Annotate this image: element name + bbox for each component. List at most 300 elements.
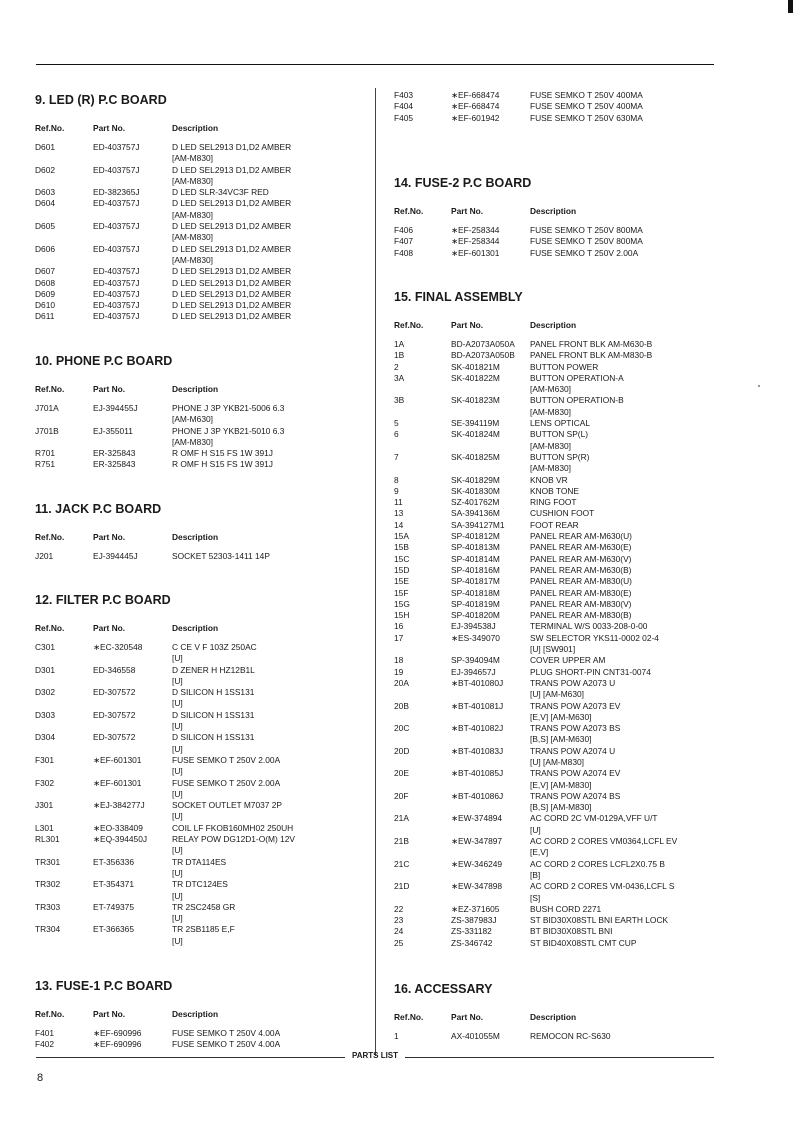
description-note: [AM-M830]: [172, 175, 213, 186]
ref-no: 2: [394, 361, 399, 372]
ref-no: 11: [394, 497, 403, 508]
parts-row: [35, 311, 360, 322]
parts-row: [394, 90, 724, 101]
parts-row: [35, 687, 360, 710]
description: [530, 904, 601, 915]
parts-row: [394, 746, 724, 769]
description-line: D LED SLR-34VC3F RED: [172, 187, 269, 198]
ref-no: D610: [35, 300, 56, 311]
column-headers: [394, 319, 724, 339]
parts-row: [394, 362, 724, 373]
description: [530, 655, 605, 666]
description-note: [U]: [172, 913, 183, 924]
header-part-no: Part No.: [451, 320, 484, 330]
ref-no: 1: [394, 1031, 399, 1041]
description-line: FUSE SEMKO T 250V 2.00A: [172, 777, 281, 788]
part-no: SK-401823M: [451, 395, 500, 406]
parts-row: [394, 588, 724, 599]
description: [172, 459, 273, 470]
parts-row: [35, 426, 360, 449]
description-line: D LED SEL2913 D1,D2 AMBER: [172, 221, 292, 232]
description: [172, 834, 295, 857]
description-line: TRANS POW A2074 U: [530, 745, 616, 756]
description: [530, 362, 598, 373]
description-line: LENS OPTICAL: [530, 418, 591, 429]
description-line: D LED SEL2913 D1,D2 AMBER: [172, 277, 292, 288]
description-line: D LED SEL2913 D1,D2 AMBER: [172, 266, 292, 277]
description-line: FUSE SEMKO T 250V 2.00A: [530, 247, 639, 258]
description-note: [U]: [172, 675, 183, 686]
part-no: BD-A2073A050B: [451, 350, 515, 361]
description-line: PANEL FRONT BLK AM-M830-B: [530, 350, 653, 361]
description-line: TR DTC124ES: [172, 879, 228, 890]
description: [530, 497, 577, 508]
ref-no: F405: [394, 112, 414, 123]
description-line: SOCKET OUTLET M7037 2P: [172, 800, 283, 811]
parts-row: [394, 881, 724, 904]
part-no: ∗ES-349070: [451, 632, 500, 643]
section-title: 10. PHONE P.C BOARD: [35, 354, 173, 368]
description: [530, 475, 568, 486]
description-line: ST BID30X08STL BNI EARTH LOCK: [530, 915, 669, 926]
description: [530, 248, 638, 259]
header-part-no: Part No.: [93, 384, 126, 394]
ref-no: 15G: [394, 598, 410, 609]
ref-no: R751: [35, 459, 56, 470]
parts-row: [394, 655, 724, 666]
part-no: SA-394136M: [451, 508, 500, 519]
description: [172, 710, 254, 733]
description: [172, 187, 269, 198]
parts-row: [394, 452, 724, 475]
description-line: KNOB VR: [530, 474, 568, 485]
parts-row: [35, 187, 360, 198]
ref-no: 16: [394, 621, 404, 632]
section-fuse-2-pc-board: [394, 174, 724, 259]
description-note: [B,S] [AM-M630]: [530, 734, 592, 745]
parts-row: [35, 448, 360, 459]
description: [172, 879, 228, 902]
parts-row: [394, 542, 724, 553]
ref-no: D602: [35, 164, 56, 175]
parts-row: [394, 101, 724, 112]
description-line: PANEL REAR AM-M830(U): [530, 576, 632, 587]
header-part-no: Part No.: [93, 532, 126, 542]
header-description: Description: [172, 623, 219, 633]
ref-no: D603: [35, 187, 56, 198]
description-line: D LED SEL2913 D1,D2 AMBER: [172, 311, 292, 322]
description: [172, 857, 226, 880]
description: [530, 339, 652, 350]
ref-no: RL301: [35, 834, 60, 845]
part-no: ED-403757J: [93, 198, 140, 209]
description: [530, 565, 631, 576]
description: [172, 278, 291, 289]
column-headers: [35, 1008, 360, 1028]
description-line: FUSE SEMKO T 250V 800MA: [530, 225, 643, 235]
description-note: [AM-M830]: [172, 254, 213, 265]
ref-no: 15D: [394, 564, 410, 575]
section-fuse-1-pc-board: [35, 977, 360, 1051]
description-line: D LED SEL2913 D1,D2 AMBER: [172, 243, 292, 254]
description: [530, 599, 631, 610]
description: [530, 926, 612, 937]
description: [530, 588, 631, 599]
part-no: ED-403757J: [93, 266, 140, 277]
description-note: [E,V]: [530, 847, 549, 858]
description-line: TRANS POW A2074 EV: [530, 768, 621, 779]
description-line: KNOB TONE: [530, 485, 580, 496]
description-line: PANEL REAR AM-M830(E): [530, 587, 632, 598]
description: [172, 732, 254, 755]
parts-row: [35, 142, 360, 165]
part-no: EJ-394445J: [93, 551, 138, 561]
part-no: ED-307572: [93, 709, 136, 720]
description: [530, 881, 674, 904]
part-no: ED-403757J: [93, 300, 140, 311]
part-no: SP-401816M: [451, 564, 500, 575]
section-title: 14. FUSE-2 P.C BOARD: [394, 176, 532, 190]
part-no: ∗BT-401086J: [451, 790, 504, 801]
parts-row: [35, 924, 360, 947]
description: [172, 642, 257, 665]
description: [530, 113, 643, 124]
description: [530, 915, 668, 926]
parts-row: [394, 429, 724, 452]
ref-no: 15F: [394, 587, 409, 598]
parts-row: [394, 768, 724, 791]
ref-no: F302: [35, 777, 55, 788]
description: [172, 1028, 280, 1039]
ref-no: 21B: [394, 836, 409, 847]
description: [530, 938, 636, 949]
part-no: ET-356336: [93, 856, 134, 867]
description-note: [U] [AM-M630]: [530, 689, 584, 700]
part-no: ∗BT-401083J: [451, 745, 504, 756]
description: [530, 723, 620, 746]
description: [172, 902, 235, 925]
description-line: R OMF H S15 FS 1W 391J: [172, 459, 273, 470]
part-no: ET-366365: [93, 924, 134, 935]
parts-row: [35, 778, 360, 801]
description-line: BUSH CORD 2271: [530, 903, 602, 914]
description: [530, 701, 620, 724]
description: [530, 667, 651, 678]
ref-no: F401: [35, 1028, 55, 1038]
description-line: PANEL FRONT BLK AM-M630-B: [530, 339, 653, 349]
section-title: 16. ACCESSARY: [394, 982, 493, 996]
description: [530, 520, 579, 531]
section-filter-pc-board: [35, 591, 360, 947]
description-line: D ZENER H HZ12B1L: [172, 664, 255, 675]
description: [172, 426, 284, 449]
column-headers: [35, 531, 360, 551]
footer-rule-left: [36, 1057, 345, 1058]
header-description: Description: [530, 1012, 577, 1022]
description-note: [U]: [172, 811, 183, 822]
description-line: FUSE SEMKO T 250V 4.00A: [172, 1039, 281, 1050]
description-line: PANEL REAR AM-M830(V): [530, 598, 632, 609]
ref-no: 18: [394, 655, 404, 666]
description-note: [B,S] [AM-M830]: [530, 802, 592, 813]
description-line: PLUG SHORT-PIN CNT31-0074: [530, 666, 651, 677]
header-ref-no: Ref.No.: [35, 623, 65, 633]
description: [530, 452, 589, 475]
ref-no: R701: [35, 448, 56, 459]
ref-no: J701A: [35, 403, 59, 413]
part-no: EJ-394657J: [451, 666, 496, 677]
header-description: Description: [530, 320, 577, 330]
description-note: [AM-M830]: [530, 406, 571, 417]
description-line: PANEL REAR AM-M630(E): [530, 542, 632, 553]
parts-row: [394, 1031, 724, 1042]
parts-row: [35, 665, 360, 688]
ref-no: 21C: [394, 858, 410, 869]
description: [172, 266, 291, 277]
description-note: [U] [SW901]: [530, 644, 576, 655]
description-line: D LED SEL2913 D1,D2 AMBER: [172, 300, 292, 311]
part-no: SA-394127M1: [451, 519, 505, 530]
ref-no: 25: [394, 937, 404, 948]
description-line: D SILICON H 1SS131: [172, 732, 255, 743]
parts-row: [394, 667, 724, 678]
parts-row: [394, 113, 724, 124]
ref-no: 9: [394, 485, 399, 496]
part-no: ∗EF-601301: [93, 754, 142, 765]
parts-row: [394, 418, 724, 429]
part-no: ∗EF-601301: [451, 247, 500, 258]
description: [172, 924, 235, 947]
description: [530, 101, 643, 112]
footer-label: PARTS LIST: [351, 1051, 399, 1060]
part-no: SP-401818M: [451, 587, 500, 598]
parts-row: [35, 221, 360, 244]
parts-row: [35, 902, 360, 925]
ref-no: F301: [35, 754, 55, 765]
column-headers: [35, 383, 360, 403]
ref-no: D607: [35, 266, 56, 277]
header-description: Description: [172, 123, 219, 133]
header-description: Description: [172, 1009, 219, 1019]
part-no: ∗EQ-394450J: [93, 834, 148, 845]
part-no: ED-382365J: [93, 187, 140, 198]
description: [530, 768, 620, 791]
header-ref-no: Ref.No.: [394, 206, 424, 216]
description-note: [U]: [172, 766, 183, 777]
parts-row: [35, 879, 360, 902]
parts-row: [394, 723, 724, 746]
parts-row: [35, 755, 360, 778]
description: [172, 448, 273, 459]
part-no: SK-401829M: [451, 474, 500, 485]
ref-no: 15A: [394, 531, 409, 542]
description-line: D LED SEL2913 D1,D2 AMBER: [172, 142, 292, 152]
part-no: SK-401825M: [451, 451, 500, 462]
header-description: Description: [172, 384, 219, 394]
parts-row: [394, 520, 724, 531]
part-no: ED-307572: [93, 687, 136, 698]
part-no: ∗EO-338409: [93, 822, 143, 833]
parts-row: [35, 857, 360, 880]
ref-no: 15B: [394, 542, 409, 553]
parts-row: [35, 459, 360, 470]
part-no: ER-325843: [93, 448, 136, 459]
parts-row: [394, 938, 724, 949]
ref-no: D304: [35, 732, 56, 743]
part-no: ER-325843: [93, 459, 136, 470]
part-no: SE-394119M: [451, 418, 500, 429]
description: [172, 311, 291, 322]
part-no: SP-401817M: [451, 576, 500, 587]
footer-rule-right: [405, 1057, 714, 1058]
parts-row: [35, 800, 360, 823]
header-ref-no: Ref.No.: [394, 320, 424, 330]
part-no: ∗EF-601942: [451, 112, 500, 123]
part-no: ∗EF-258344: [451, 236, 500, 247]
description-note: [AM-M830]: [530, 463, 571, 474]
section-title: 12. FILTER P.C BOARD: [35, 593, 171, 607]
description-note: [U]: [172, 721, 183, 732]
part-no: ∗BT-401085J: [451, 768, 504, 779]
part-no: SP-394094M: [451, 655, 500, 666]
description-line: TRANS POW A2073 U: [530, 677, 616, 688]
description-line: TR 2SB1185 E,F: [172, 924, 235, 935]
description: [172, 403, 284, 426]
description-line: FUSE SEMKO T 250V 400MA: [530, 101, 643, 112]
parts-row: [394, 486, 724, 497]
ref-no: 15C: [394, 553, 410, 564]
header-part-no: Part No.: [93, 623, 126, 633]
column-headers: [35, 622, 360, 642]
description-line: RELAY POW DG12D1-O(M) 12V: [172, 834, 296, 845]
ref-no: 17: [394, 632, 404, 643]
description-note: [U]: [172, 867, 183, 878]
parts-row: [394, 701, 724, 724]
description-note: [AM-M830]: [172, 153, 213, 164]
description: [530, 859, 665, 882]
part-no: ET-749375: [93, 901, 134, 912]
part-no: BD-A2073A050A: [451, 339, 515, 349]
description: [530, 418, 590, 429]
description: [172, 244, 291, 267]
section-title: 11. JACK P.C BOARD: [35, 502, 162, 516]
description-line: COVER UPPER AM: [530, 655, 606, 666]
column-divider: [375, 88, 376, 1056]
ref-no: J701B: [35, 425, 59, 436]
part-no: ∗EF-601301: [93, 777, 142, 788]
description-line: ST BID40X08STL CMT CUP: [530, 937, 637, 948]
ref-no: TR302: [35, 879, 61, 890]
description-line: BUTTON POWER: [530, 361, 599, 372]
ref-no: D604: [35, 198, 56, 209]
description: [172, 221, 291, 244]
description-line: FUSE SEMKO T 250V 800MA: [530, 236, 643, 247]
ref-no: 3B: [394, 395, 405, 406]
description-line: D LED SEL2913 D1,D2 AMBER: [172, 288, 292, 299]
description-line: TRANS POW A2074 BS: [530, 790, 621, 801]
corner-registration-mark: [788, 0, 793, 13]
description-line: TR 2SC2458 GR: [172, 901, 236, 912]
description-note: [B]: [530, 869, 541, 880]
parts-row: [394, 339, 724, 350]
parts-row: [394, 475, 724, 486]
parts-row: [394, 395, 724, 418]
parts-row: [35, 823, 360, 834]
parts-row: [35, 834, 360, 857]
description-note: [U]: [172, 653, 183, 664]
ref-no: 20E: [394, 768, 409, 779]
ref-no: 24: [394, 926, 404, 937]
part-no: ED-403757J: [93, 311, 140, 322]
description-line: BUTTON OPERATION-A: [530, 372, 624, 383]
description: [172, 755, 280, 778]
ref-no: D611: [35, 311, 55, 322]
parts-row: [394, 576, 724, 587]
description-note: [AM-M830]: [172, 436, 213, 447]
description: [172, 665, 255, 688]
ref-no: D608: [35, 277, 56, 288]
description-note: [E,V] [AM-M630]: [530, 711, 592, 722]
ref-no: L301: [35, 822, 54, 833]
description-note: [U]: [172, 935, 183, 946]
ref-no: 6: [394, 429, 399, 440]
description: [530, 746, 615, 769]
description-line: D SILICON H 1SS131: [172, 687, 255, 698]
parts-row: [394, 678, 724, 701]
description: [530, 576, 632, 587]
parts-row: [394, 633, 724, 656]
part-no: ∗EF-668474: [451, 101, 500, 112]
description: [530, 678, 615, 701]
description-note: [U]: [172, 698, 183, 709]
description-line: TRANS POW A2073 BS: [530, 723, 621, 734]
parts-row: [394, 565, 724, 576]
column-headers: [394, 1011, 724, 1031]
parts-row: [394, 926, 724, 937]
parts-row: [35, 278, 360, 289]
description: [530, 633, 659, 656]
part-no: SK-401830M: [451, 485, 500, 496]
description-line: AC CORD 2C VM-0129A,VFF U/T: [530, 813, 658, 824]
parts-row: [394, 859, 724, 882]
ref-no: 20A: [394, 677, 409, 688]
ref-no: F407: [394, 236, 414, 247]
section-led-r-pc-board: [35, 91, 360, 323]
ref-no: F406: [394, 225, 414, 235]
part-no: ED-403757J: [93, 221, 140, 232]
description-note: [U]: [530, 824, 541, 835]
ref-no: F408: [394, 247, 414, 258]
description-line: SOCKET 52303-1411 14P: [172, 551, 270, 561]
part-no: ∗EF-690996: [93, 1039, 142, 1050]
part-no: AX-401055M: [451, 1031, 500, 1041]
parts-row: [394, 554, 724, 565]
parts-row: [35, 300, 360, 311]
part-no: ∗EW-374894: [451, 813, 503, 824]
description: [530, 610, 631, 621]
description-line: BUTTON SP(R): [530, 451, 590, 462]
description-line: FUSE SEMKO T 250V 2.00A: [172, 754, 281, 765]
ref-no: D609: [35, 288, 56, 299]
parts-row: [35, 165, 360, 188]
description: [530, 350, 652, 361]
ref-no: D303: [35, 709, 56, 720]
ref-no: J201: [35, 551, 54, 561]
ref-no: D601: [35, 142, 56, 152]
description: [172, 289, 291, 300]
parts-row: [35, 266, 360, 277]
description-note: [AM-M630]: [172, 414, 213, 425]
